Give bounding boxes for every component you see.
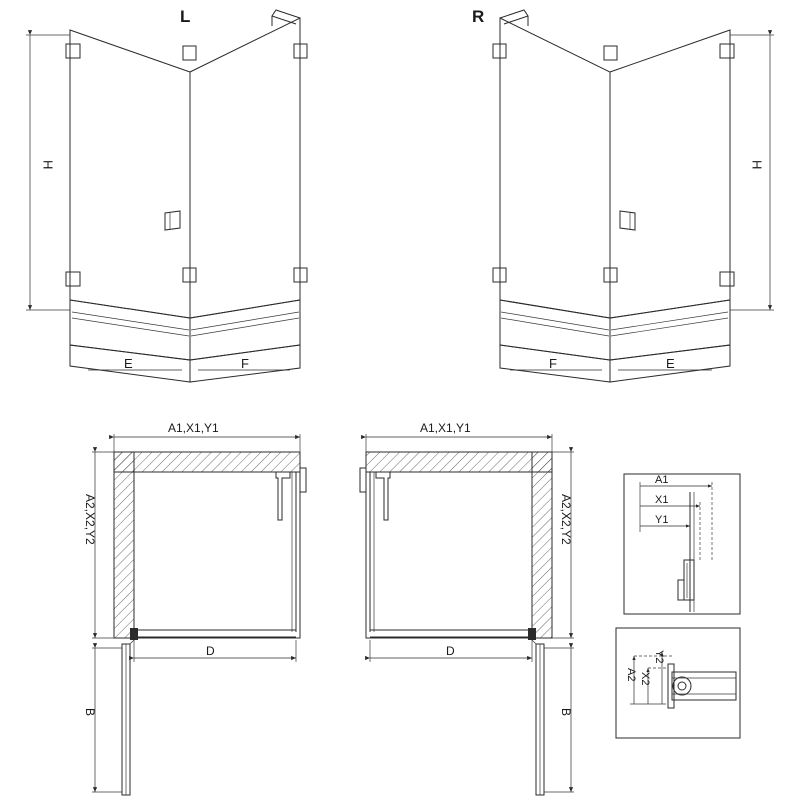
profile-detail-horizontal <box>624 474 740 614</box>
right-hand-3d-view <box>472 7 774 382</box>
label-B-right: B <box>559 708 573 717</box>
label-A1X1Y1-right: A1,X1,Y1 <box>420 421 471 435</box>
label-B-left: B <box>83 708 97 717</box>
title-left-view: L <box>180 7 191 26</box>
label-A2-detail: A2 <box>625 668 637 682</box>
label-A2X2Y2-right: A2,X2,Y2 <box>559 494 573 545</box>
label-A1-detail: A1 <box>655 474 669 486</box>
label-F-right: F <box>549 356 557 371</box>
label-A2X2Y2-left: A2,X2,Y2 <box>83 494 97 545</box>
label-E-left: E <box>124 356 133 371</box>
label-D-right: D <box>446 644 455 658</box>
title-right-view: R <box>472 7 485 26</box>
label-X1-detail: X1 <box>655 494 669 506</box>
label-F-left: F <box>241 356 249 371</box>
label-Y1-detail: Y1 <box>655 514 669 526</box>
left-hand-plan-view <box>83 421 306 795</box>
label-height-right: H <box>749 160 765 170</box>
label-A1X1Y1-left: A1,X1,Y1 <box>168 421 219 435</box>
label-E-right: E <box>666 356 675 371</box>
left-hand-3d-view <box>26 7 307 382</box>
label-D-left: D <box>206 644 215 658</box>
right-hand-plan-view <box>360 421 574 795</box>
profile-detail-vertical <box>616 628 740 738</box>
label-height-left: H <box>40 160 56 170</box>
label-X2-detail: X2 <box>639 672 651 686</box>
label-Y2-detail: Y2 <box>653 650 665 664</box>
